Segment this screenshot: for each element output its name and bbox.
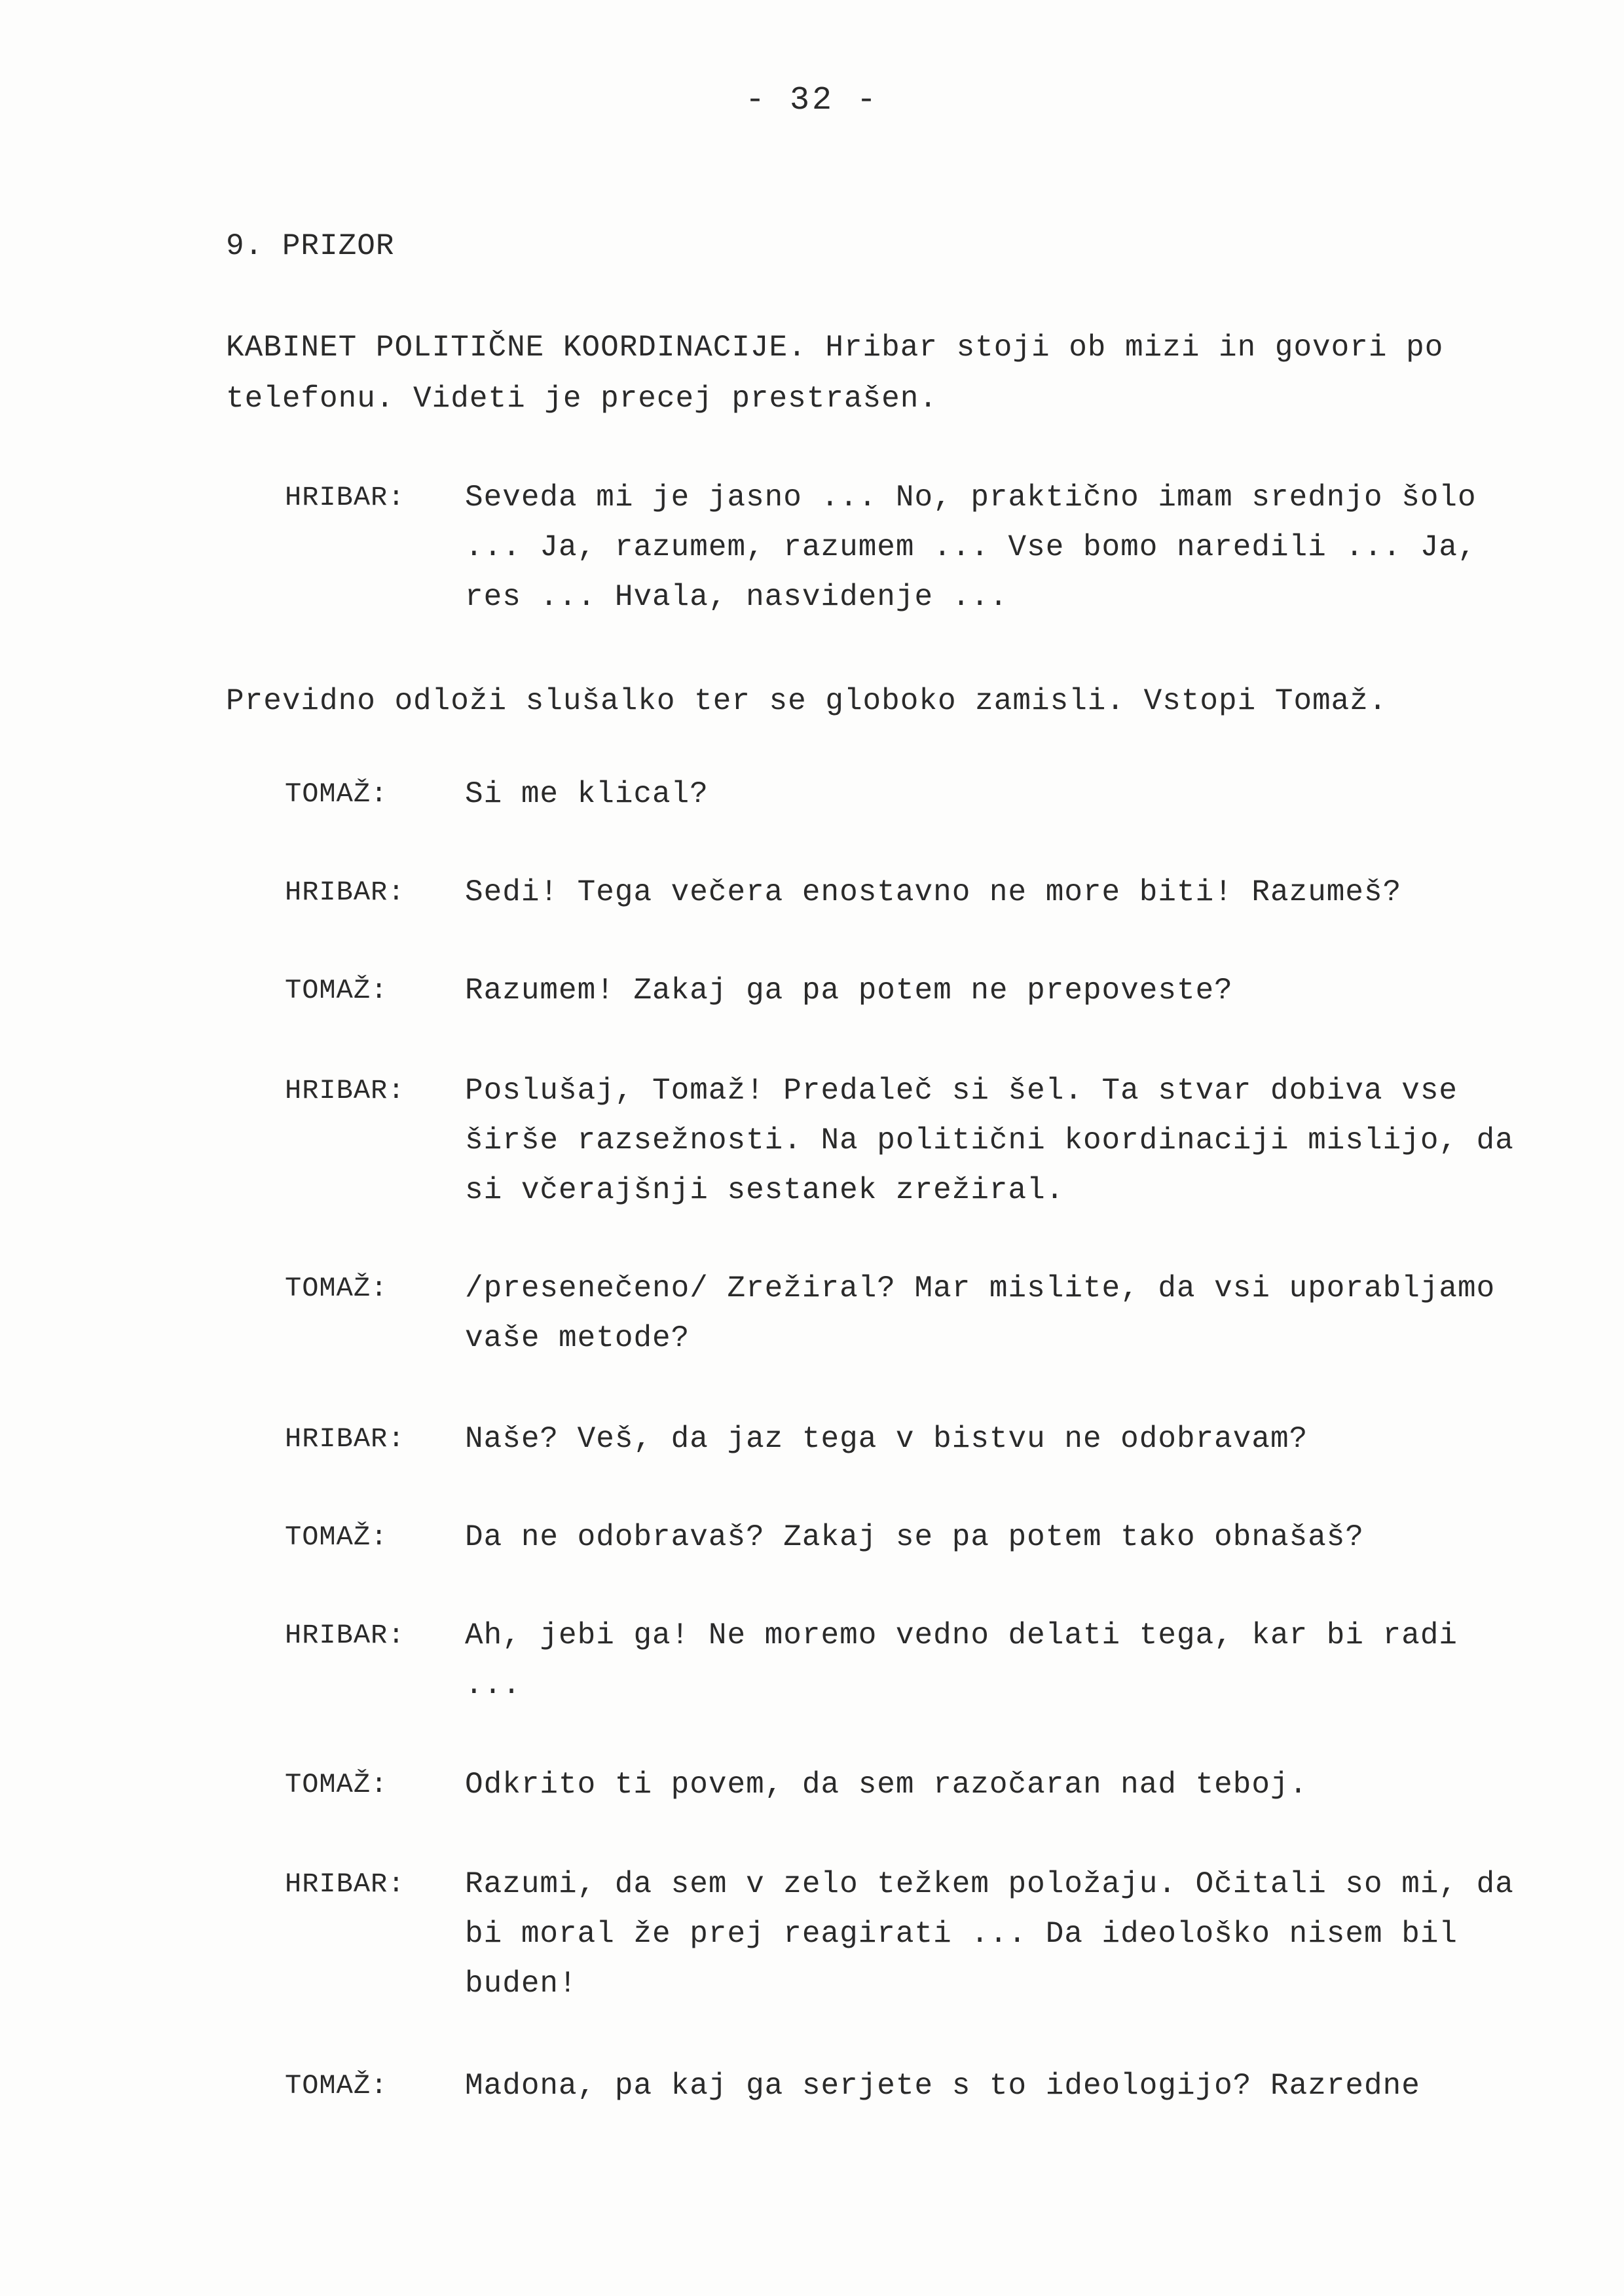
- page-number: - 32 -: [745, 82, 879, 119]
- speaker-name: TOMAŽ:: [285, 1522, 388, 1553]
- dialogue-text: Si me klical?: [465, 777, 709, 811]
- dialogue-text: Seveda mi je jasno ... No, praktično imam srednjo šolo ... Ja, razumem, razumem ... Vse bomo naredili ... Ja, res ... Hvala, nasvidenje ...: [465, 481, 1477, 614]
- speaker-name: TOMAŽ:: [285, 975, 388, 1006]
- dialogue-text: Odkrito ti povem, da sem razočaran nad teboj.: [465, 1768, 1308, 1802]
- speaker-name: TOMAŽ:: [285, 778, 388, 810]
- scene-heading: 9. PRIZOR: [226, 229, 395, 263]
- speaker-name: TOMAŽ:: [285, 1769, 388, 1800]
- dialogue-text: Da ne odobravaš? Zakaj se pa potem tako obnašaš?: [465, 1520, 1365, 1554]
- dialogue-text: Razumi, da sem v zelo težkem položaju. Očitali so mi, da bi moral že prej reagirati ... Da ideološko nisem bil buden!: [465, 1867, 1514, 2001]
- speaker-name: TOMAŽ:: [285, 1273, 388, 1304]
- dialogue-text: Naše? Veš, da jaz tega v bistvu ne odobravam?: [465, 1422, 1308, 1456]
- dialogue-text: Ah, jebi ga! Ne moremo vedno delati tega, kar bi radi ...: [465, 1618, 1458, 1702]
- speaker-name: HRIBAR:: [285, 1075, 405, 1106]
- speaker-name: HRIBAR:: [285, 1868, 405, 1900]
- speaker-name: HRIBAR:: [285, 877, 405, 908]
- dialogue-text: Madona, pa kaj ga serjete s to ideologijo? Razredne: [465, 2069, 1420, 2103]
- stage-direction: Previdno odloži slušalko ter se globoko zamisli. Vstopi Tomaž.: [226, 684, 1388, 718]
- dialogue-text: Razumem! Zakaj ga pa potem ne prepoveste?: [465, 974, 1233, 1008]
- dialogue-text: Poslušaj, Tomaž! Predaleč si šel. Ta stvar dobiva vse širše razsežnosti. Na politični koordinaciji mislijo, da si včerajšnji sestanek zrežiral.: [465, 1074, 1514, 1207]
- speaker-name: HRIBAR:: [285, 1620, 405, 1651]
- dialogue-text: Sedi! Tega večera enostavno ne more biti! Razumeš?: [465, 875, 1402, 909]
- speaker-name: HRIBAR:: [285, 1423, 405, 1455]
- stage-direction: KABINET POLITIČNE KOORDINACIJE. Hribar stoji ob mizi in govori po telefonu. Videti je precej prestrašen.: [226, 331, 1444, 416]
- dialogue-text: /presenečeno/ Zrežiral? Mar mislite, da vsi uporabljamo vaše metode?: [465, 1271, 1496, 1355]
- speaker-name: HRIBAR:: [285, 482, 405, 513]
- speaker-name: TOMAŽ:: [285, 2070, 388, 2102]
